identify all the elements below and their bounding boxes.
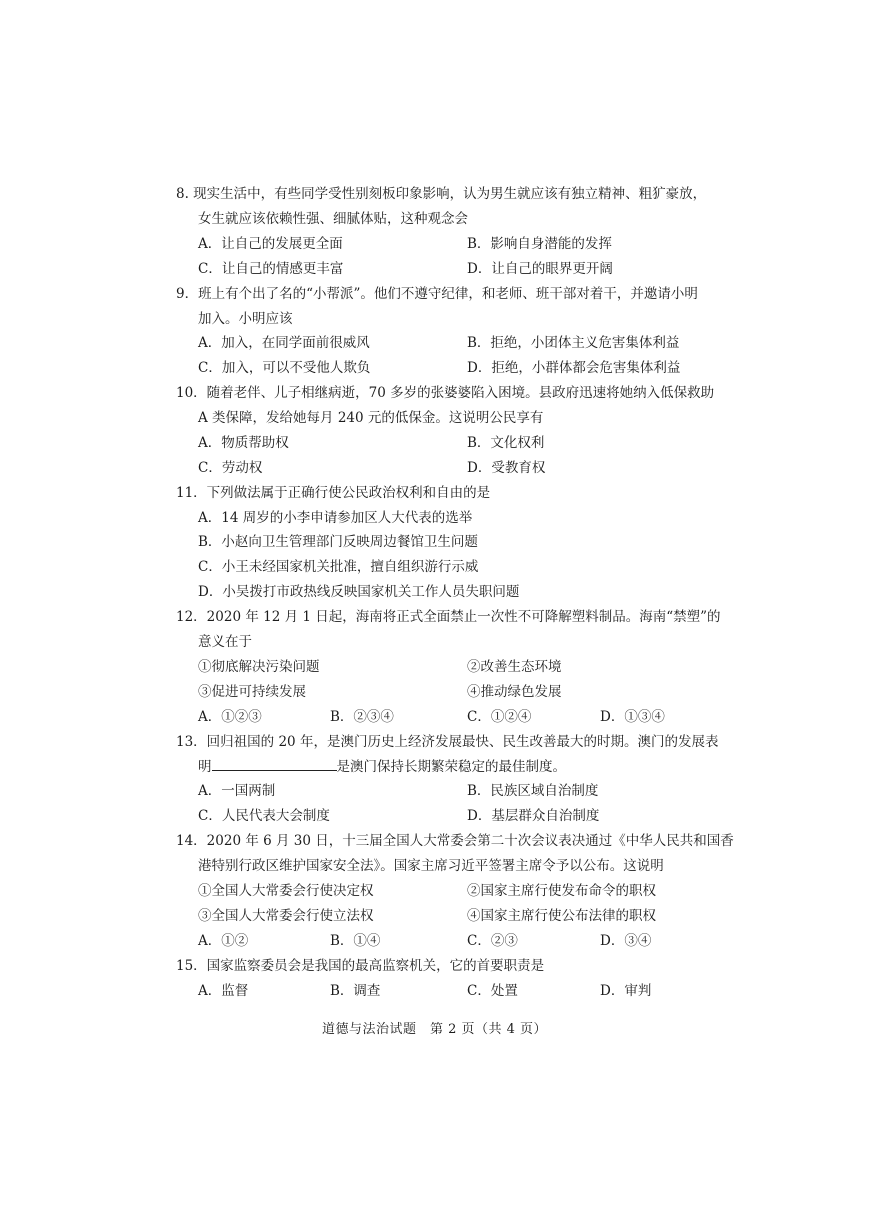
question-10-option-c: C．劳动权 [198, 460, 263, 476]
question-8-option-c: C．让自己的情感更丰富 [198, 261, 344, 277]
question-12-statement-4: ④推动绿色发展 [467, 684, 562, 700]
question-14-stem: 14．2020 年 6 月 30 日，十三届全国人大常委会第二十次会议表决通过《中华人民共和国香 [176, 833, 734, 849]
question-10-stem: 10．随着老伴、儿子相继病逝，70 多岁的张婆婆陷入困境。县政府迅速将她纳入低保救助 [176, 385, 715, 401]
question-13-option-c: C．人民代表大会制度 [198, 808, 330, 824]
question-8-stem: 8. 现实生活中，有些同学受性别刻板印象影响，认为男生就应该有独立精神、粗犷豪放， [176, 186, 707, 202]
question-12-option-a: A．①②③ [198, 709, 262, 725]
question-10-option-d: D．受教育权 [467, 460, 546, 476]
question-13-stem-prefix: 明 [198, 759, 212, 775]
question-14-statement-1: ①全国人大常委会行使决定权 [198, 883, 374, 899]
question-13-stem: 13．回归祖国的 20 年，是澳门历史上经济发展最快、民生改善最大的时期。澳门的发展表 [176, 734, 719, 750]
question-15-stem: 15．国家监察委员会是我国的最高监察机关，它的首要职责是 [176, 958, 545, 974]
question-12-option-c: C．①②④ [467, 709, 532, 725]
question-10-stem-cont: A 类保障，发给她每月 240 元的低保金。这说明公民享有 [198, 410, 544, 426]
question-12-stem-cont: 意义在于 [198, 634, 252, 650]
question-14-statement-2: ②国家主席行使发布命令的职权 [467, 883, 656, 899]
question-9-stem-cont: 加入。小明应该 [198, 311, 293, 327]
question-11-option-a: A．14 周岁的小李申请参加区人大代表的选举 [198, 510, 473, 526]
question-10-option-b: B．文化权利 [467, 435, 545, 451]
question-9-option-b: B．拒绝，小团体主义危害集体利益 [467, 335, 680, 351]
question-9-option-a: A．加入，在同学面前很威风 [198, 335, 370, 351]
question-8-option-a: A．让自己的发展更全面 [198, 236, 343, 252]
question-10-option-a: A．物质帮助权 [198, 435, 289, 451]
question-14-option-d: D．③④ [600, 933, 652, 949]
question-8-option-b: B．影响自身潜能的发挥 [467, 236, 612, 252]
question-9-stem: 9．班上有个出了名的“小帮派”。他们不遵守纪律，和老师、班干部对着干，并邀请小明 [176, 286, 698, 302]
question-14-option-c: C．②③ [467, 933, 518, 949]
question-14-stem-cont: 港特别行政区维护国家安全法》。国家主席习近平签署主席令予以公布。这说明 [198, 858, 664, 874]
question-15-option-a: A．监督 [198, 983, 249, 999]
question-9-option-c: C．加入，可以不受他人欺负 [198, 360, 371, 376]
question-12-statement-1: ①彻底解决污染问题 [198, 659, 320, 675]
fill-in-blank [212, 758, 337, 771]
question-14-statement-4: ④国家主席行使公布法律的职权 [467, 908, 656, 924]
question-12-option-d: D．①③④ [600, 709, 665, 725]
question-14-option-a: A．①② [198, 933, 249, 949]
question-14-statement-3: ③全国人大常委会行使立法权 [198, 908, 374, 924]
question-13-option-d: D．基层群众自治制度 [467, 808, 600, 824]
question-12-stem: 12．2020 年 12 月 1 日起，海南将正式全面禁止一次性不可降解塑料制品。海南“禁塑”的 [176, 609, 721, 625]
question-15-option-d: D．审判 [600, 983, 652, 999]
question-12-option-b: B．②③④ [330, 709, 394, 725]
question-13-option-b: B．民族区域自治制度 [467, 783, 599, 799]
question-8-stem-cont: 女生就应该依赖性强、细腻体贴，这种观念会 [198, 211, 468, 227]
page-footer: 道德与法治试题 第 2 页（共 4 页） [321, 1022, 548, 1037]
question-15-option-c: C．处置 [467, 983, 518, 999]
question-15-option-b: B．调查 [330, 983, 381, 999]
question-9-option-d: D．拒绝，小群体都会危害集体利益 [467, 360, 681, 376]
question-11-option-d: D．小吴拨打市政热线反映国家机关工作人员失职问题 [198, 584, 520, 600]
question-11-option-b: B．小赵向卫生管理部门反映周边餐馆卫生问题 [198, 534, 478, 550]
question-13-stem-suffix: 是澳门保持长期繁荣稳定的最佳制度。 [336, 759, 566, 775]
question-12-statement-2: ②改善生态环境 [467, 659, 562, 675]
question-14-option-b: B．①④ [330, 933, 381, 949]
question-8-option-d: D．让自己的眼界更开阔 [467, 261, 613, 277]
question-13-option-a: A．一国两制 [198, 783, 276, 799]
question-11-option-c: C．小王未经国家机关批准，擅自组织游行示威 [198, 559, 479, 575]
question-12-statement-3: ③促进可持续发展 [198, 684, 306, 700]
question-13-stem-cont [198, 758, 566, 776]
question-11-stem: 11．下列做法属于正确行使公民政治权利和自由的是 [176, 485, 491, 501]
